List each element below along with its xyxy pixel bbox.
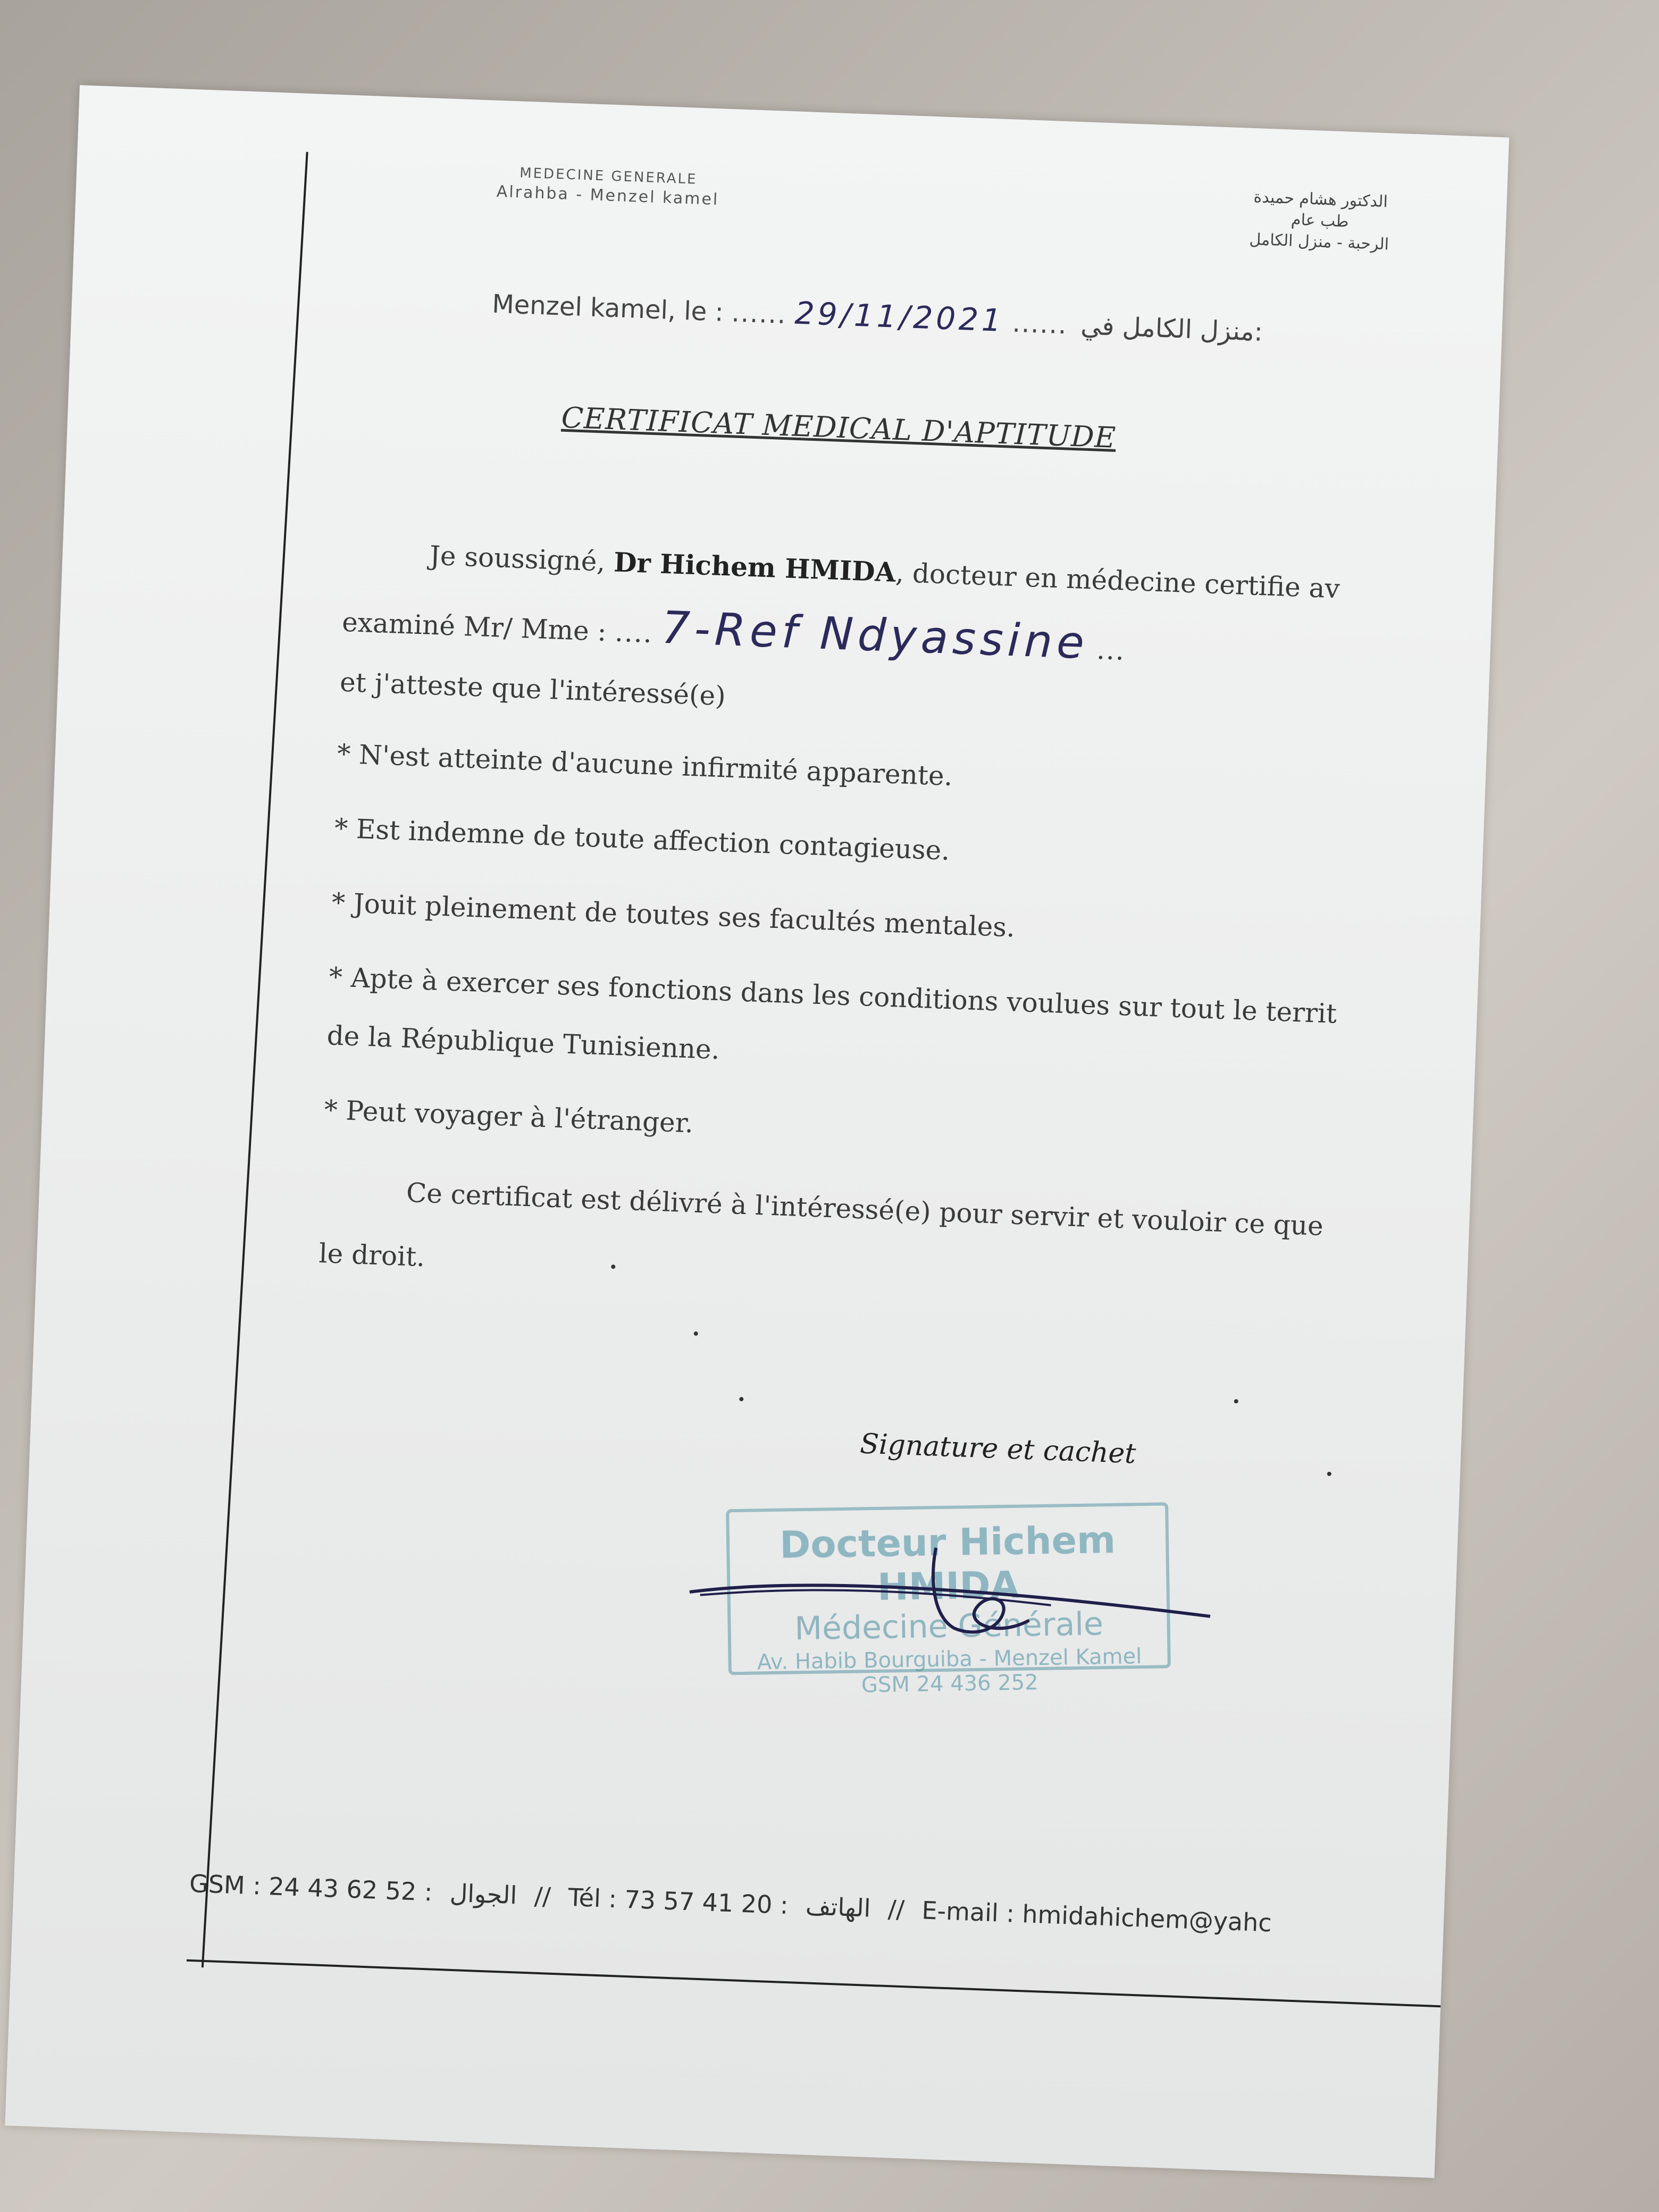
- body-line-2: examiné Mr/ Mme : .... 7-Ref Ndyassine ...: [341, 601, 1126, 669]
- footer-contact: [189, 1869, 1444, 1943]
- date-label: Menzel kamel, le :: [491, 289, 724, 328]
- print-speck: [1327, 1472, 1331, 1476]
- condition-item-4-cont: de la République Tunisienne.: [326, 1020, 720, 1066]
- closing-line-2: le droit.: [318, 1237, 426, 1273]
- body-line1-suffix: , docteur en médecine certifie av: [895, 557, 1340, 605]
- doctor-name: Dr Hichem HMIDA: [613, 546, 896, 588]
- date-ar-label: منزل الكامل في:: [1080, 311, 1263, 347]
- certificate-title: CERTIFICAT MEDICAL D'APTITUDE: [560, 400, 1117, 455]
- header-ar-doctor: الدكتور هشام حميدة: [1253, 188, 1388, 212]
- margin-line: [202, 152, 308, 1968]
- handwritten-signature: [677, 1528, 1224, 1654]
- handwritten-date: 29/11/2021: [794, 295, 1006, 339]
- body-line-3: et j'atteste que l'intéressé(e): [339, 666, 726, 712]
- stamp-line-2: Médecine Générale: [794, 1605, 1104, 1648]
- header-ar-address: الرحبة - منزل الكامل: [1249, 230, 1389, 254]
- footer-tel: Tél : 73 57 41 20 :: [567, 1882, 789, 1920]
- stamp-line-1: Docteur Hichem HMIDA: [779, 1518, 1116, 1609]
- print-speck: [1234, 1399, 1238, 1403]
- footer-separator-2: //: [887, 1895, 905, 1924]
- stamp-line-3: Av. Habib Bourguiba - Menzel Kamel: [757, 1644, 1142, 1675]
- header-arabic: [1212, 185, 1427, 257]
- patient-name: 7-Ref Ndyassine: [660, 601, 1090, 669]
- body-line1-prefix: Je soussigné,: [429, 540, 606, 577]
- date-line: Menzel kamel, le : ...... 29/11/2021 ...... منزل الكامل في:: [491, 289, 1263, 347]
- header-french: [459, 163, 758, 210]
- closing-line-1: Ce certificat est délivré à l'intéressé(e) pour servir et vouloir ce que: [406, 1177, 1324, 1242]
- stamp-line-4: GSM 24 436 252: [861, 1670, 1038, 1698]
- header-ar-specialty: طب عام: [1291, 210, 1350, 231]
- signature-label: Signature et cachet: [859, 1428, 1137, 1470]
- condition-item-4: * Apte à exercer ses fonctions dans les conditions voulues sur tout le territ: [328, 961, 1338, 1029]
- footer-gsm-ar: الجوال: [449, 1878, 518, 1910]
- condition-item-5: * Peut voyager à l'étranger.: [323, 1094, 694, 1139]
- footer-gsm: GSM : 24 43 62 52 :: [189, 1869, 433, 1907]
- print-speck: [694, 1331, 698, 1336]
- footer-tel-ar: الهاتف: [805, 1891, 872, 1923]
- body-line2-prefix: examiné Mr/ Mme :: [341, 606, 607, 647]
- footer-email: E-mail : hmidahichem@yahc: [921, 1896, 1272, 1938]
- print-speck: [739, 1397, 743, 1401]
- header-address: Alrahba - Menzel kamel: [496, 182, 719, 210]
- condition-item-3: * Jouit pleinement de toutes ses facultés mentales.: [331, 887, 1016, 943]
- certificate-paper: [5, 85, 1509, 2178]
- footer-separator-1: //: [533, 1881, 551, 1911]
- condition-item-1: * N'est atteinte d'aucune infirmité apparente.: [337, 738, 953, 792]
- condition-item-2: * Est indemne de toute affection contagieuse.: [334, 812, 951, 866]
- footer-divider: [187, 1959, 1441, 2007]
- header-specialty: MEDECINE GENERALE: [519, 165, 698, 188]
